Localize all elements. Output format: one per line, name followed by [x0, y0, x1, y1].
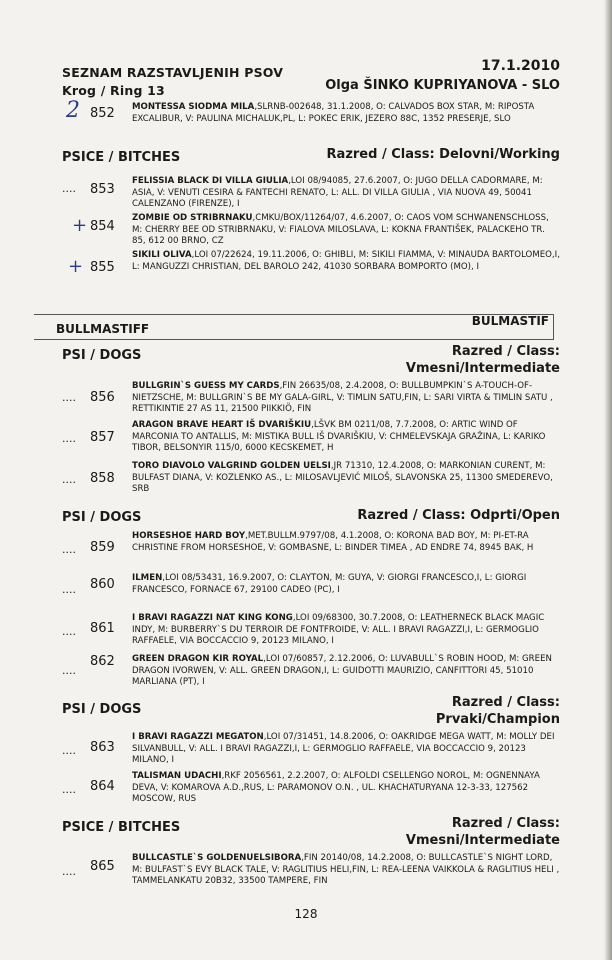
dog-name: BULLGRIN`S GUESS MY CARDS — [132, 381, 280, 391]
dog-name: BULLCASTLE`S GOLDENUELSIBORA — [132, 853, 302, 863]
entry-865 — [62, 853, 562, 893]
dog-details: ,SLRNB-002648, 31.1.2008, O: CALVADOS BOX STAR, M: RIPOSTA EXCALIBUR, V: PAULINA MICHALUK,PL, L: POKEC ERIK, JEZERO 88C, 1352 PRESERJE, SLO — [132, 102, 535, 124]
entry-number: 855 — [90, 260, 115, 275]
dog-name: I BRAVI RAGAZZI MEGATON — [132, 732, 264, 742]
entry-text — [132, 732, 560, 767]
entry-text — [132, 176, 560, 211]
page-edge-shadow — [604, 0, 612, 960]
dog-details: ,RKF 2056561, 2.2.2007, O: ALFOLDI CSELLENGO NOROL, M: OGNENNAYA DEVA, V: KOMAROVA A.D.,RUS, L: PARAMONOV O.N. , UL. KHACHATURYANA 12-3-33, 127562 MOSCOW, RUS — [132, 771, 540, 805]
handwritten-mark: + — [68, 256, 84, 277]
class-value: Vmesni/Intermediate — [405, 361, 560, 376]
section-bitches-working: PSICE / BITCHES — [62, 150, 181, 165]
list-title: SEZNAM RAZSTAVLJENIH PSOV — [62, 65, 284, 80]
entry-text — [132, 461, 560, 496]
class-champion — [436, 694, 560, 728]
entry-text — [132, 771, 560, 806]
entry-number: 864 — [90, 779, 115, 794]
entry-number: 859 — [90, 540, 115, 555]
class-working: Razred / Class: Delovni/Working — [326, 147, 560, 162]
dog-details: ,LOI 08/94085, 27.6.2007, O: JUGO DELLA CADORMARE, M: ASIA, V: VENUTI CESIRA & FANTECHI RENATO, L: ALL. DI VILLA GIULIA , VIA NUOVA 49, 50041 CALENZANO (FIRENZE), I — [132, 176, 543, 210]
class-label: Razred / Class: — [451, 816, 560, 831]
entry-number: 863 — [90, 740, 115, 755]
entry-863 — [62, 732, 562, 772]
entry-number: 854 — [90, 219, 115, 234]
dog-details: ,LOI 07/31451, 14.8.2006, O: OAKRIDGE MEGA WATT, M: MOLLY DEI SILVANBULL, V: ALL. I BRAVI RAGAZZI,I, L: GERMOGLIO RAFFAELE, VIA BOCCACCIO 9, 20123 MILANO, I — [132, 732, 555, 766]
entry-860 — [62, 573, 562, 603]
entry-855 — [62, 250, 562, 290]
entry-text — [132, 531, 560, 554]
breed-name-en: BULLMASTIFF — [56, 322, 150, 336]
entry-number: 853 — [90, 182, 115, 197]
class-intermediate — [406, 343, 560, 377]
class-value: Vmesni/Intermediate — [405, 833, 560, 848]
dog-details: ,LŠVK BM 0211/08, 7.7.2008, O: ARTIC WIND OF MARCONIA TO ANTALLIS, M: MISTIKA BULL IŠ DVARIŠKIU, V: CHMELEVSKAJA GRAŽINA, L: KARIKO TIBOR, BELSONYIR 115/0, 6000 KECSKEMET, H — [132, 420, 546, 454]
dog-name: ILMEN — [132, 573, 163, 583]
dog-name: ARAGON BRAVE HEART IŠ DVARIŠKIU — [132, 420, 312, 430]
class-value: Prvaki/Champion — [435, 712, 560, 727]
entry-dots: .... — [62, 473, 76, 486]
dog-details: ,FIN 20140/08, 14.2.2008, O: BULLCASTLE`S NIGHT LORD, M: BULFAST`S EVY BLACK TALE, V: RAGLITIUS HELI,FIN, L: REA-LEENA VAIKKOLA & RAGLITIUS HELI , TAMMELANKATU 20B32, 33500 TAMPERE, FIN — [132, 853, 560, 887]
entry-861 — [62, 613, 562, 653]
entry-dots: .... — [62, 744, 76, 757]
entry-text — [132, 420, 560, 455]
entry-854 — [62, 213, 562, 253]
entry-dots: .... — [62, 783, 76, 796]
dog-details: ,LOI 07/22624, 19.11.2006, O: GHIBLI, M: SIKILI FIAMMA, V: MINAUDA BARTOLOMEO,I, L: MANGUZZI CHRISTIAN, DEL BAROLO 242, 41030 SORBARA BOMPORTO (MO), I — [132, 250, 560, 272]
entry-number: 862 — [90, 654, 115, 669]
section-bitches-intermediate: PSICE / BITCHES — [62, 820, 181, 835]
entry-856 — [62, 381, 562, 421]
class-label: Razred / Class: — [451, 695, 560, 710]
entry-text — [132, 853, 560, 888]
section-dogs-champion: PSI / DOGS — [62, 702, 142, 717]
judge-name: Olga ŠINKO KUPRIYANOVA - SLO — [325, 78, 560, 93]
entry-862 — [62, 654, 562, 694]
entry-number: 857 — [90, 430, 115, 445]
dog-name: SIKILI OLIVA — [132, 250, 192, 260]
dog-details: ,LOI 07/60857, 2.12.2006, O: LUVABULL`S ROBIN HOOD, M: GREEN DRAGON IVORWEN, V: ALL. GREEN DRAGON,I, L: GUIDOTTI MAURIZIO, CANFITTORI 45, 51010 MARLIANA (PT), I — [132, 654, 552, 688]
class-label: Razred / Class: — [451, 344, 560, 359]
entry-number: 860 — [90, 577, 115, 592]
entry-dots: .... — [62, 865, 76, 878]
header-left — [62, 64, 283, 100]
dog-name: GREEN DRAGON KIR ROYAL — [132, 654, 264, 664]
entry-text — [132, 250, 560, 273]
breed-banner — [34, 314, 554, 340]
entry-number: 858 — [90, 471, 115, 486]
handwritten-mark: 2 — [66, 98, 80, 123]
entry-text — [132, 102, 560, 125]
dog-name: TALISMAN UDACHI — [132, 771, 222, 781]
entry-number: 852 — [90, 106, 115, 121]
entry-text — [132, 613, 560, 648]
class-open: Razred / Class: Odprti/Open — [357, 508, 560, 523]
dog-name: ZOMBIE OD STRIBRNAKU — [132, 213, 253, 223]
breed-name-sl: BULMASTIF — [471, 314, 549, 328]
entry-number: 861 — [90, 621, 115, 636]
dog-details: ,LOI 08/53431, 16.9.2007, O: CLAYTON, M: GUYA, V: GIORGI FRANCESCO,I, L: GIORGI FRANCESCO, FORNACE 67, 29100 CADEO (PC), I — [132, 573, 527, 595]
entry-858 — [62, 461, 562, 501]
entry-text — [132, 654, 560, 689]
entry-dots: .... — [62, 625, 76, 638]
entry-859 — [62, 531, 562, 571]
dog-details: ,JR 71310, 12.4.2008, O: MARKONIAN CURENT, M: BULFAST DIANA, V: KOZLENKO AS., L: MILOSAVLJEVIĆ MILOŠ, SLAVONSKA 25, 11300 SMEDEREVO, SRB — [132, 461, 553, 495]
section-dogs-intermediate: PSI / DOGS — [62, 348, 142, 363]
entry-857 — [62, 420, 562, 460]
entry-dots: .... — [62, 664, 76, 677]
dog-details: ,FIN 26635/08, 2.4.2008, O: BULLBUMPKIN`S A-TOUCH-OF-NIETZSCHE, M: BULLGRIN`S BE MY GALA-GIRL, V: TIMLIN SATU,FIN, L: SARI VIRTA & TIMLIN SATU , RETTIKINTIE 27 AS 11, 21500 PIIKKIÖ, FIN — [132, 381, 553, 415]
dog-details: ,LOI 09/68300, 30.7.2008, O: LEATHERNECK BLACK MAGIC INDY, M: BURBERRY`S DU TERROIR DE FONTFROIDE, V: ALL. I BRAVI RAGAZZI,I, L: GERMOGLIO RAFFAELE, VIA BOCCACCIO 9, 20123 MILANO, I — [132, 613, 545, 647]
dog-name: I BRAVI RAGAZZI NAT KING KONG — [132, 613, 293, 623]
dog-name: MONTESSA SIODMA MILA — [132, 102, 255, 112]
entry-dots: .... — [62, 182, 76, 195]
entry-text — [132, 213, 560, 248]
section-dogs-open: PSI / DOGS — [62, 510, 142, 525]
entry-number: 865 — [90, 859, 115, 874]
entry-text — [132, 573, 560, 596]
entry-text — [132, 381, 560, 416]
show-date: 17.1.2010 — [481, 58, 560, 74]
entry-dots: .... — [62, 543, 76, 556]
entry-864 — [62, 771, 562, 811]
page-number: 128 — [294, 907, 318, 921]
header-right — [325, 56, 560, 96]
ring-label: Krog / Ring 13 — [62, 83, 165, 98]
entry-852 — [62, 98, 562, 130]
entry-number: 856 — [90, 390, 115, 405]
class-intermediate-bitches — [406, 815, 560, 849]
entry-853 — [62, 176, 562, 216]
dog-details: ,CMKU/BOX/11264/07, 4.6.2007, O: CAOS VOM SCHWANENSCHLOSS, M: CHERRY BEE OD STRIBRNAKU, V: FIALOVA MILOSLAVA, L: KOKNA FRANTIŠEK, PALACKEHO TR. 85, 612 00 BRNO, CZ — [132, 213, 549, 247]
dog-name: HORSESHOE HARD BOY — [132, 531, 246, 541]
dog-details: ,MET.BULLM.9797/08, 4.1.2008, O: KORONA BAD BOY, M: PI-ET-RA CHRISTINE FROM HORSESHOE, V: GOMBASNE, L: BINDER TIMEA , AD ENDRE 74, 8945 BAK, H — [132, 531, 534, 553]
entry-dots: .... — [62, 583, 76, 596]
dog-name: FELISSIA BLACK DI VILLA GIULIA — [132, 176, 289, 186]
handwritten-mark: + — [72, 215, 88, 236]
dog-name: TORO DIAVOLO VALGRIND GOLDEN UELSI — [132, 461, 331, 471]
entry-dots: .... — [62, 432, 76, 445]
entry-dots: .... — [62, 391, 76, 404]
